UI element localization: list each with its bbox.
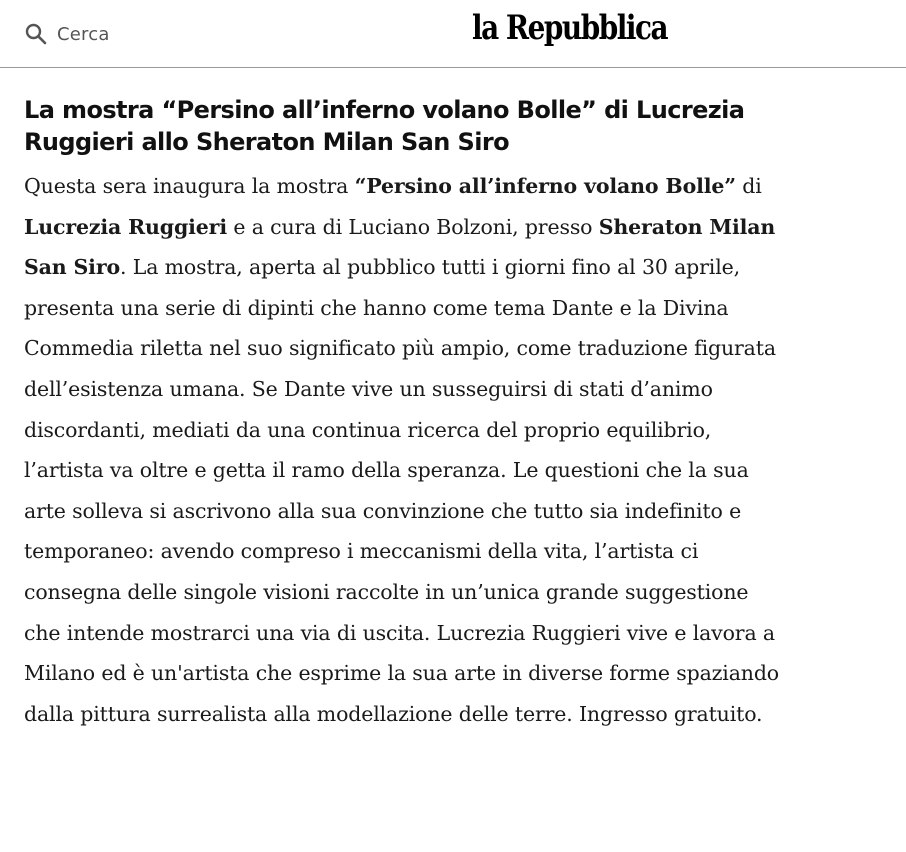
venue-name: Sheraton Milan San Siro [24,214,776,280]
exhibition-name: “Persino all’inferno volano Bolle” [354,174,736,198]
body-text-segment: e a cura di Luciano Bolzoni, presso [226,214,599,239]
artist-name: Lucrezia Ruggieri [24,214,227,239]
article-body [24,166,784,734]
search-icon [25,23,47,45]
body-text-segment: Questa sera inaugura la mostra [24,174,355,198]
body-text-segment: . La mostra, aperta al pubblico tutti i giorni fino al 30 aprile, presenta una serie di dipinti che hanno come tema Dante e la Divina Commedia riletta nel suo significato più ampio, come traduzione figurata dell’esistenza umana. Se Dante vive un susseguirsi di stati d’animo discordanti, mediati da una continua ricerca del proprio equilibrio, l’artista va oltre e getta il ramo della speranza. Le questioni che la sua arte solleva si ascrivono alla sua convinzione che tutto sia indefinito e temporaneo: avendo compreso i meccanismi della vita, l’artista ci consegna delle singole visioni raccolte in un’unica grande suggestione che intende mostrarci una via di uscita. Lucrezia Ruggieri vive e lavora a Milano ed è un'artista che esprime la sua arte in diverse forme spaziando dalla pittura surrealista alla modellazione delle terre. Ingresso gratuito. [24,255,779,726]
article [24,94,784,734]
site-header [0,0,906,68]
search-label: Cerca [57,23,110,45]
article-title: La mostra “Persino all’inferno volano Bolle” di Lucrezia Ruggieri allo Sheraton Milan San Siro [24,96,745,156]
search-button[interactable] [25,20,110,48]
body-text-segment: di [735,174,762,198]
site-logo[interactable]: la Repubblica [472,8,668,48]
